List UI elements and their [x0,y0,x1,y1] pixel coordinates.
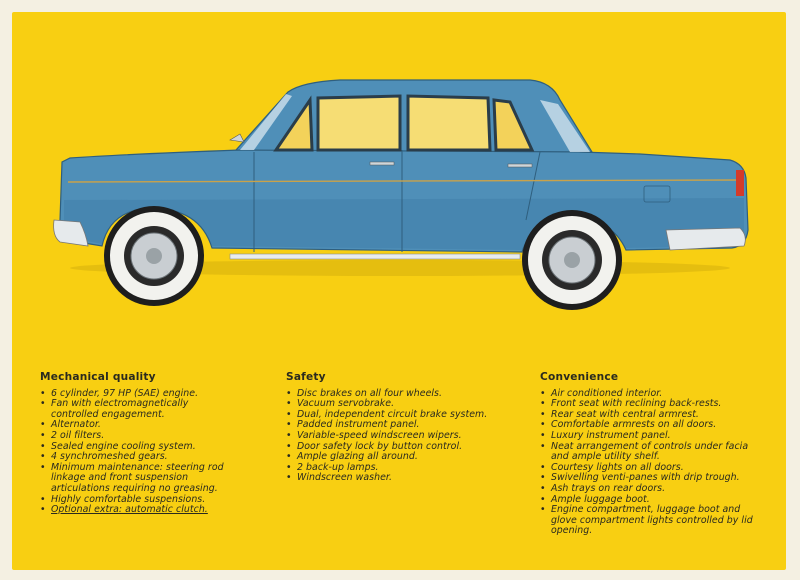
list-item: • Ample glazing all around. [286,452,496,463]
section-title: Mechanical quality [40,371,156,383]
section-title: Safety [286,371,326,383]
list-item: • Door safety lock by button control. [286,442,496,453]
list-item: • Windscreen washer. [286,473,496,484]
list-item-optional [40,505,236,516]
rear-wheel [522,210,622,310]
list-item: • Rear seat with central armrest. [540,410,762,421]
list-item: • Neat arrangement of controls under facia and ample utility shelf. [540,442,762,463]
list-item: • Vacuum servobrake. [286,399,496,410]
list-item: • Engine compartment, luggage boot and glove compartment lights controlled by lid opening. [540,505,762,537]
list-item: • 6 cylinder, 97 HP (SAE) engine. [40,389,236,400]
list-item: • 2 oil filters. [40,431,236,442]
car-illustration [40,70,760,320]
list-item: • Ample luggage boot. [540,495,762,506]
feature-list [540,389,762,537]
list-item: • Luxury instrument panel. [540,431,762,442]
list-item: • Disc brakes on all four wheels. [286,389,496,400]
mechanical-quality-section [40,372,236,516]
list-item-text: Optional extra: automatic clutch. [51,504,208,516]
list-item: • Highly comfortable suspensions. [40,495,236,506]
list-item: • 2 back-up lamps. [286,463,496,474]
list-item: • Minimum maintenance: steering rod linkage and front suspension articulations requiring no greasing. [40,463,236,495]
feature-list [286,389,496,484]
list-item: • Swivelling venti-panes with drip trough. [540,473,762,484]
convenience-section [540,372,762,537]
front-wheel [104,206,204,306]
feature-list [40,389,236,516]
list-item: • Ash trays on rear doors. [540,484,762,495]
list-item: • Alternator. [40,420,236,431]
list-item: • Front seat with reclining back-rests. [540,399,762,410]
list-item: • Comfortable armrests on all doors. [540,420,762,431]
list-item: • 4 synchromeshed gears. [40,452,236,463]
list-item: • Variable-speed windscreen wipers. [286,431,496,442]
list-item: • Sealed engine cooling system. [40,442,236,453]
list-item: • Air conditioned interior. [540,389,762,400]
safety-section [286,372,496,484]
list-item: • Courtesy lights on all doors. [540,463,762,474]
list-item: • Padded instrument panel. [286,420,496,431]
section-title: Convenience [540,371,619,383]
list-item: • Fan with electromagnetically controlled engagement. [40,399,236,420]
list-item: • Dual, independent circuit brake system. [286,410,496,421]
